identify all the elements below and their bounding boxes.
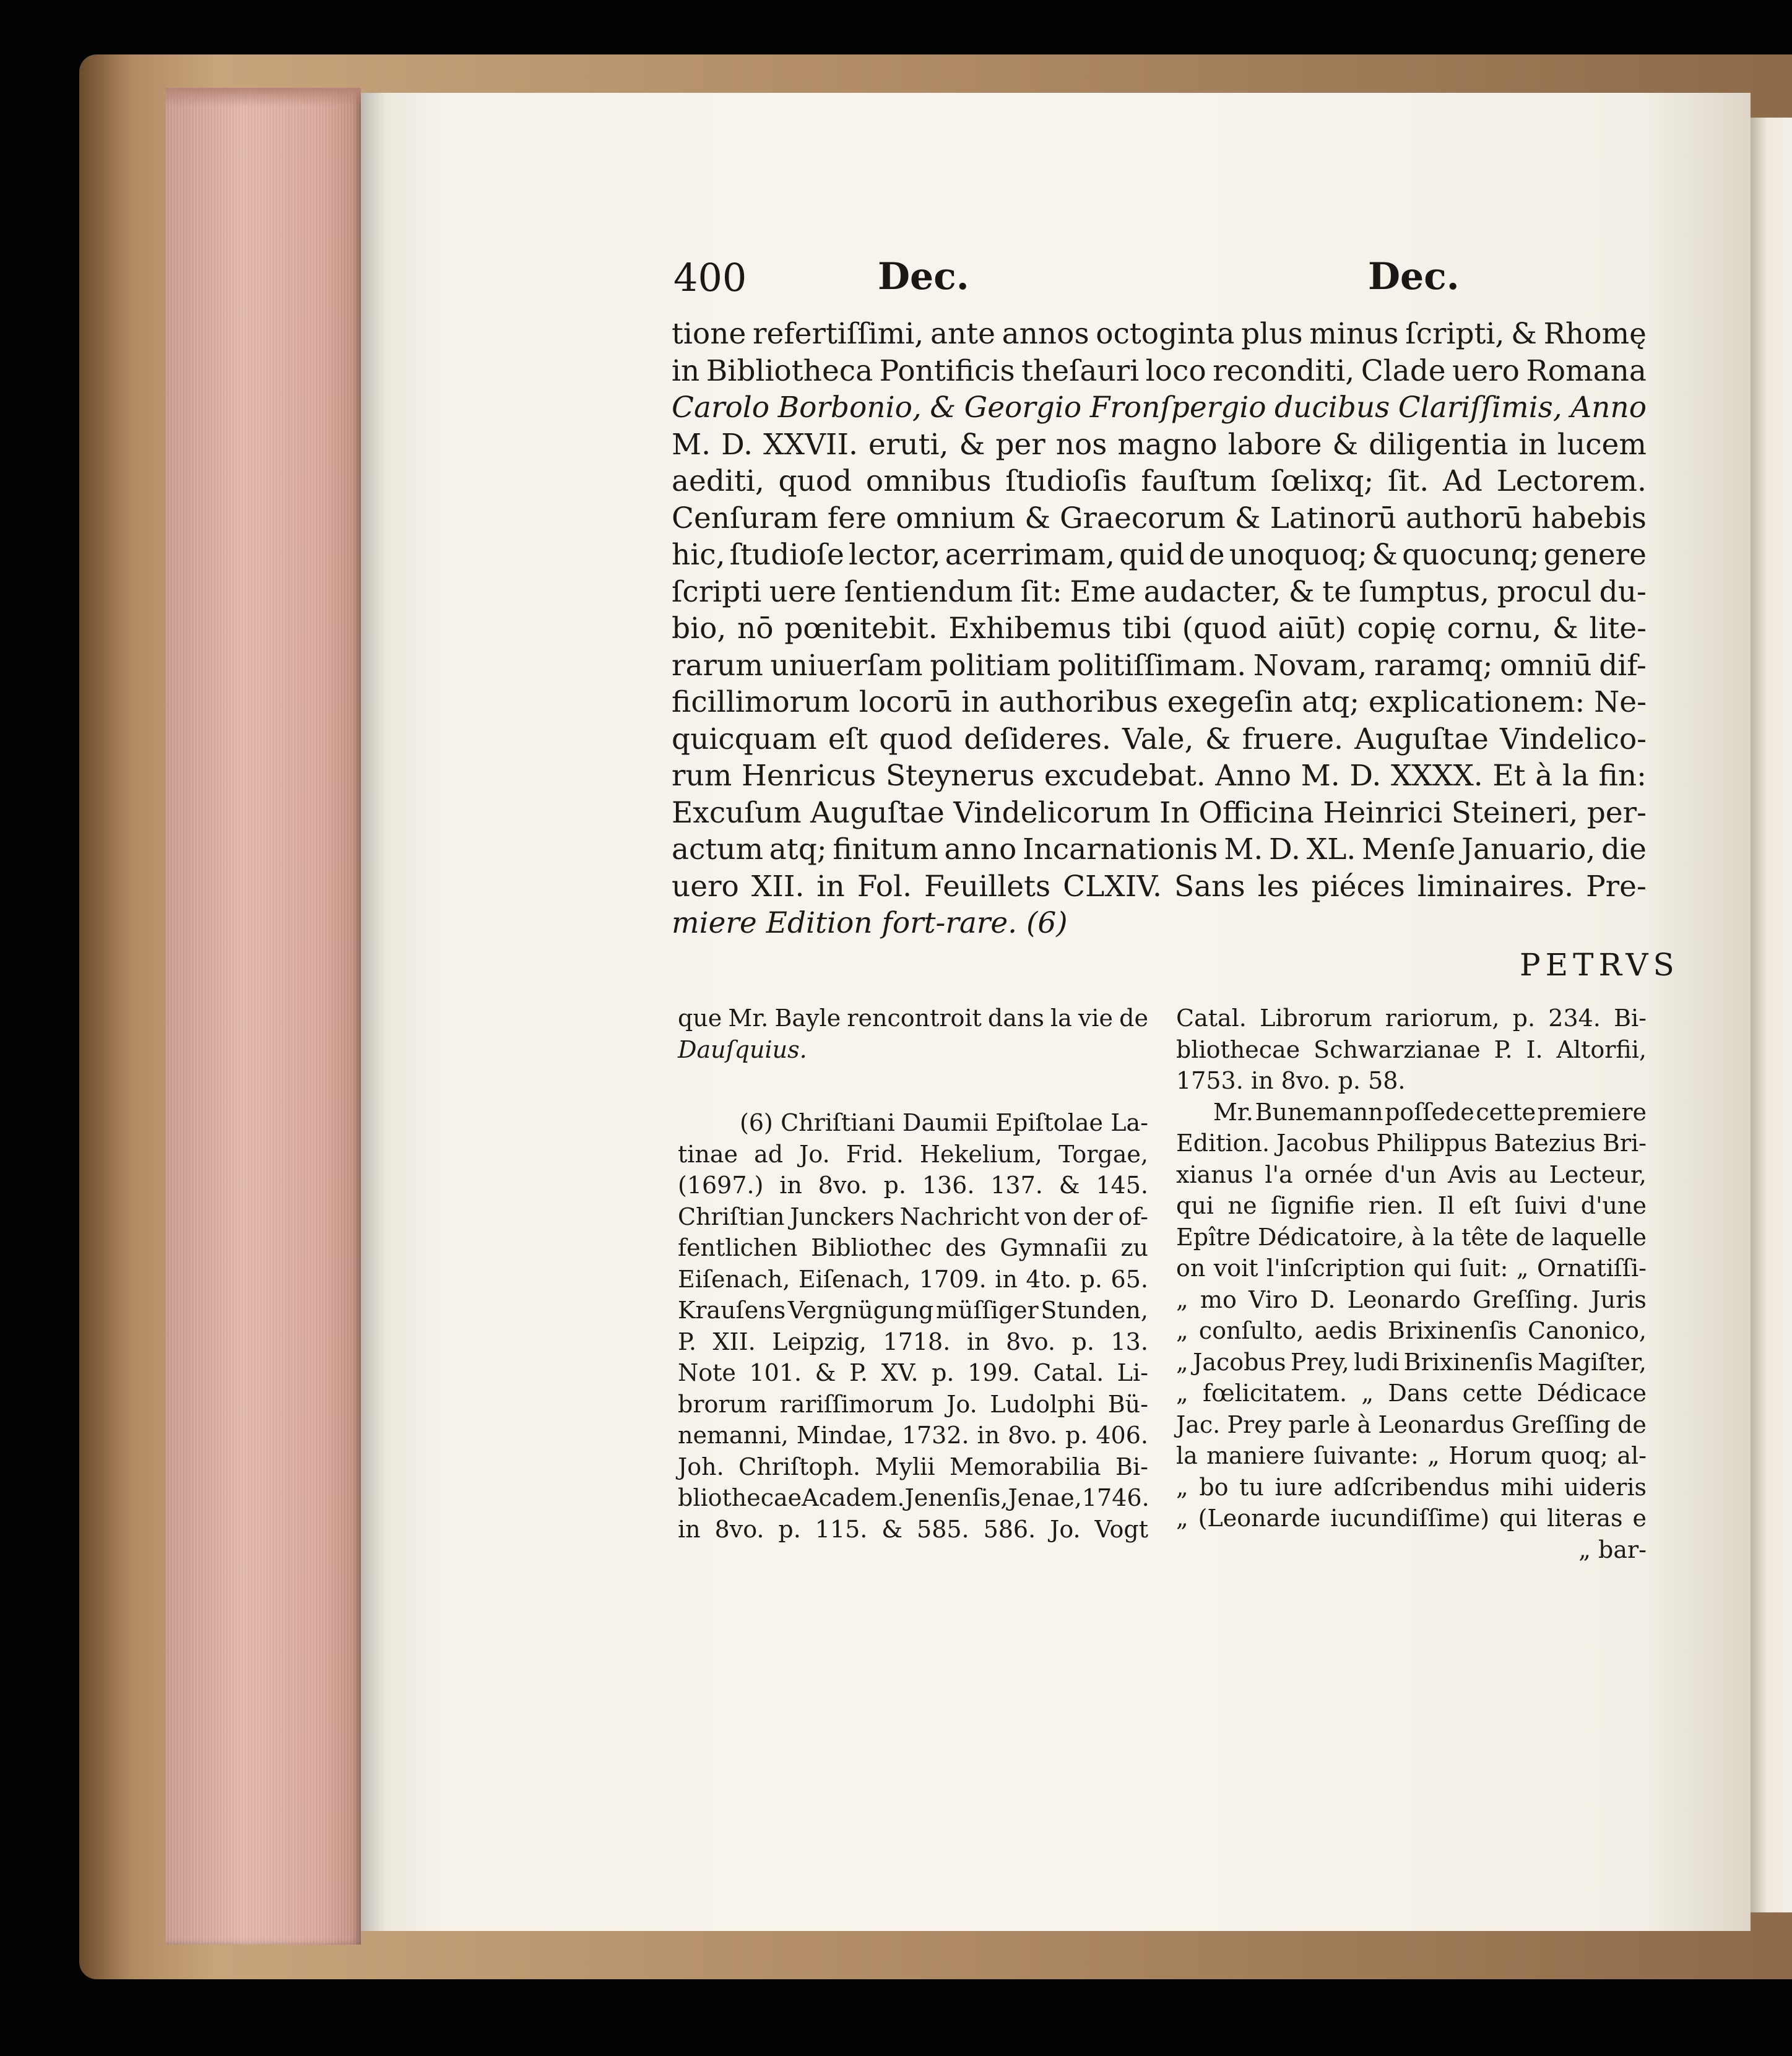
paragraph-gap [678,1065,1148,1107]
footnote-line: la maniere ſuivante: „ Horum quoq; al- [1176,1442,1647,1469]
footnote-line: 1753. in 8vo. p. 58. [1176,1067,1406,1094]
footnote-line: „ mo Viro D. Leonardo Greſſing. Juris [1176,1285,1647,1313]
footnote-line: que Mr. Bayle rencontroit dans la vie de [678,1004,1148,1032]
text-line: in Bibliotheca Pontificis theſauri loco reconditi, Clade uero Romana [672,353,1647,388]
text-line: uero XII. in Fol. Feuillets CLXIV. Sans les piéces liminaires. Pre- [672,869,1647,904]
footnote-line: Catal. Librorum rariorum, p. 234. Bi- [1176,1004,1647,1032]
footnote-line: „ Jacobus Prey, ludi Brixinenſis Magiſter, [1176,1348,1647,1376]
footnote-line: in 8vo. p. 115. & 585. 586. Jo. Vogt [678,1515,1148,1543]
footnote-line: bliothecae Academ. Jenenſis, Jenae, 1746. [678,1484,1149,1511]
footnote-line: bliothecae Schwarzianae P. I. Altorfii, [1176,1035,1647,1063]
footnote-column-right [1176,1003,1647,1565]
footnote-line: on voit l'inſcription qui ſuit: „ Ornatiſſi- [1176,1255,1647,1282]
text-line: tione refertiſſimi, ante annos octoginta plus minus ſcripti, & Rhomę [672,317,1647,351]
footnote-line: xianus l'a ornée d'un Avis au Lecteur, [1176,1160,1647,1188]
text-line: aediti, quod omnibus ſtudioſis fauſtum ſœlixq; ſit. Ad Lectorem. [672,464,1647,498]
footnote-column-left [678,1003,1148,1545]
footnote-line: „ (Leonarde iucundiſſime) qui literas e [1176,1505,1647,1532]
text-line: ficillimorum locorū in authoribus exegeſin atq; explicationem: Ne- [672,685,1647,719]
text-line: rum Henricus Steynerus excudebat. Anno M. D. XXXX. Et à la fin: [672,759,1647,793]
facing-page-edge [1751,118,1792,1912]
page-number: 400 [673,255,747,300]
footnote-line: (6) Chriſtiani Daumii Epiſtolae La- [740,1109,1148,1136]
text-line: M. D. XXVII. eruti, & per nos magno labore & diligentia in lucem [672,427,1647,462]
text-line: miere Edition fort-rare. (6) [672,906,1068,940]
text-line: quicquam eſt quod deſideres. Vale, & fruere. Auguſtae Vindelico- [672,722,1647,756]
footnote-line: „ fœlicitatem. „ Dans cette Dédicace [1176,1380,1647,1407]
footnote-line: Eiſenach, Eiſenach, 1709. in 4to. p. 65. [678,1265,1148,1293]
footnote-line: „ bo tu iure adſcribendus mihi uideris [1176,1473,1647,1501]
text-line: hic, ſtudioſe lector, acerrimam, quid de unoquoq; & quocunq; genere [672,538,1647,572]
footnote-catchword: „ bar- [1578,1536,1647,1563]
footnote-line: Epître Dédicatoire, à la tête de laquelle [1176,1223,1647,1251]
footnote-line: P. XII. Leipzig, 1718. in 8vo. p. 13. [678,1328,1148,1355]
gutter-shadow [361,93,386,1931]
footnote-line: brorum rariſſimorum Jo. Ludolphi Bü- [678,1390,1148,1418]
running-header-left: Dec. [878,255,969,298]
running-header-right: Dec. [1368,255,1460,298]
footnote-line: qui ne ſignifie rien. Il eſt ſuivi d'une [1176,1192,1647,1219]
footnote-line: tinae ad Jo. Frid. Hekelium, Torgae, [678,1140,1148,1168]
catchword-heading: PETRVS [1520,947,1679,983]
text-line: actum atq; finitum anno Incarnationis M. D. XL. Menſe Januario, die [672,832,1647,866]
footnote-line: Dauſquius. [678,1035,807,1063]
footnote-line: Jac. Prey parle à Leonardus Greſſing de [1176,1410,1647,1438]
main-text-block [672,316,1647,942]
text-line: ſcripti uere ſentiendum ſit: Eme audacter, & te ſumptus, procul du- [672,574,1647,609]
footnote-line: „ conſulto, aedis Brixinenſis Canonico, [1176,1317,1647,1344]
footnote-line: Chriſtian Junckers Nachricht von der of- [678,1203,1148,1230]
footnote-line: Mr. Bunemann poſſede cette premiere [1213,1098,1647,1126]
footnote-line: Joh. Chriſtoph. Mylii Memorabilia Bi- [678,1453,1148,1480]
footnote-line: Krauſens Vergnügung müſſiger Stunden, [678,1297,1148,1324]
footnote-line: (1697.) in 8vo. p. 136. 137. & 145. [678,1172,1148,1199]
text-line: Excuſum Auguſtae Vindelicorum In Officina Heinrici Steineri, per- [672,795,1647,830]
page-edges-top [166,88,361,106]
text-line: Carolo Borbonio, & Georgio Fronſpergio ducibus Clariſſimis, Anno [672,391,1647,425]
footnote-line: nemanni, Mindae, 1732. in 8vo. p. 406. [678,1422,1148,1449]
page-edges [166,88,361,1945]
footnote-line: Edition. Jacobus Philippus Batezius Bri- [1176,1130,1647,1157]
text-line: bio, nō pœnitebit. Exhibemus tibi (quod aiūt) copię cornu, & lite- [672,611,1647,646]
text-line: Cenſuram fere omnium & Graecorum & Latinorū authorū habebis [672,501,1647,535]
text-line: rarum uniuerſam politiam politiſſimam. Novam, raramq; omniū dif- [672,648,1647,683]
footnote-line: fentlichen Bibliothec des Gymnaſii zu [678,1234,1148,1261]
footnote-line: Note 101. & P. XV. p. 199. Catal. Li- [678,1359,1148,1386]
